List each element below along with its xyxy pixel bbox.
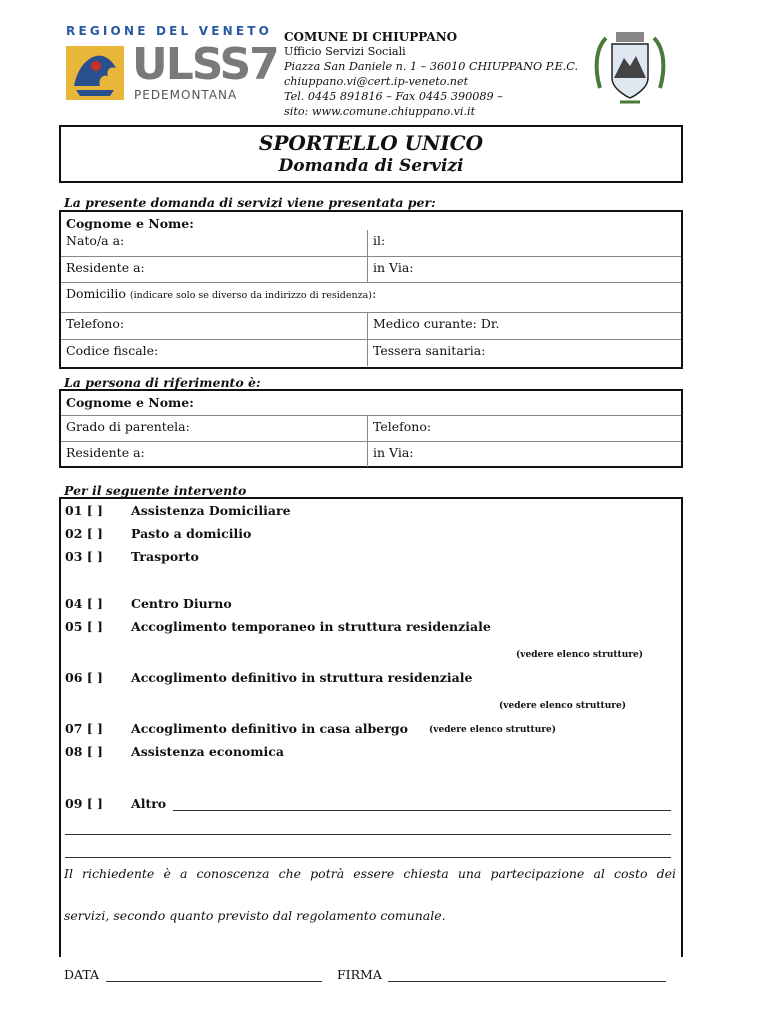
comune-crest-icon <box>592 28 668 108</box>
birthdate-field[interactable]: il: <box>367 230 681 256</box>
reference-residence-field[interactable]: Residente a: <box>66 445 145 460</box>
ufficio-line: Ufficio Servizi Sociali <box>284 45 406 58</box>
structures-note: (vedere elenco strutture) <box>516 650 643 660</box>
domicile-colon: : <box>372 286 377 301</box>
phone-line: Tel. 0445 891816 – Fax 0445 390089 – <box>284 90 503 103</box>
relationship-field[interactable]: Grado di parentela: <box>66 419 190 434</box>
intervention-heading: Per il seguente intervento <box>64 483 247 498</box>
table-row <box>61 339 681 366</box>
main-title: SPORTELLO UNICO <box>258 131 484 155</box>
table-row <box>61 212 681 232</box>
disclaimer-line-2: servizi, secondo quanto previsto dal regolamento comunale. <box>64 908 446 923</box>
comune-name: COMUNE DI CHIUPPANO <box>284 30 458 44</box>
disclaimer-line-1: Il richiedente è a conoscenza che potrà essere chiesta una partecipazione al costo dei <box>64 866 676 881</box>
doctor-field[interactable]: Medico curante: Dr. <box>367 313 681 340</box>
table-row <box>61 415 681 442</box>
altro-line-3[interactable] <box>65 857 671 858</box>
reference-street-field[interactable]: in Via: <box>367 442 681 467</box>
domicile-label: Domicilio <box>66 286 126 301</box>
residence-field[interactable]: Residente a: <box>66 260 145 275</box>
table-row <box>61 312 681 340</box>
reference-table <box>59 389 683 468</box>
signature-field[interactable] <box>388 981 666 982</box>
address-line: Piazza San Daniele n. 1 – 36010 CHIUPPANO P.E.C. <box>284 60 579 73</box>
website-line: sito: www.comune.chiuppano.vi.it <box>284 105 476 118</box>
reference-phone-field[interactable]: Telefono: <box>367 416 681 442</box>
table-row <box>61 256 681 283</box>
health-card-field[interactable]: Tessera sanitaria: <box>367 340 681 366</box>
pec-line: chiuppano.vi@cert.ip-veneto.net <box>284 75 469 88</box>
applicant-table <box>59 210 683 369</box>
comune-header <box>284 30 594 119</box>
table-row <box>61 230 681 256</box>
applicant-name-field[interactable]: Cognome e Nome: <box>66 216 194 231</box>
street-field[interactable]: in Via: <box>367 257 681 283</box>
domicile-note: (indicare solo se diverso da indirizzo di residenza) <box>129 290 372 301</box>
table-row <box>61 391 681 415</box>
structures-note: (vedere elenco strutture) <box>499 701 626 711</box>
reference-name-field[interactable]: Cognome e Nome: <box>66 395 194 410</box>
regione-veneto-label: REGIONE DEL VENETO <box>66 24 273 38</box>
date-field[interactable] <box>106 981 322 982</box>
table-row <box>61 282 681 313</box>
altro-line-2[interactable] <box>65 834 671 835</box>
lion-icon <box>66 46 124 100</box>
tax-code-field[interactable]: Codice fiscale: <box>66 343 159 358</box>
ulss7-wordmark: ULSS7 <box>132 39 278 90</box>
intervention-box: 01 [ ] Assistenza Domiciliare 02 [ ] Pasto a domicilio 03 [ ] Trasporto 04 [ ] Centro Diurno 05 [ ] Accoglimento temporaneo in struttura residenziale (vedere elenco strutture) 06 [ ] Accoglimento definitivo in struttura residenziale (vedere elenco strutture) 07 [ ] Accoglimento definitivo in casa albergo (vedere elenco strutture) 08 [ ] Assistenza economica 09 [ ] Altro <box>59 497 683 957</box>
ulss-logo <box>64 24 278 102</box>
birthplace-field[interactable]: Nato/a a: <box>66 233 125 248</box>
altro-line[interactable] <box>173 810 671 811</box>
phone-field[interactable]: Telefono: <box>66 316 125 331</box>
table-row <box>61 441 681 467</box>
date-label: DATA <box>64 967 100 982</box>
domicile-field[interactable] <box>61 283 381 313</box>
structures-note: (vedere elenco strutture) <box>429 725 556 735</box>
sub-title: Domanda di Servizi <box>278 156 464 176</box>
reference-heading: La persona di riferimento è: <box>64 375 261 390</box>
applicant-heading: La presente domanda di servizi viene presentata per: <box>64 195 436 210</box>
pedemontana-wordmark: PEDEMONTANA <box>134 88 238 102</box>
signature-label: FIRMA <box>337 967 382 982</box>
title-box <box>59 125 683 183</box>
